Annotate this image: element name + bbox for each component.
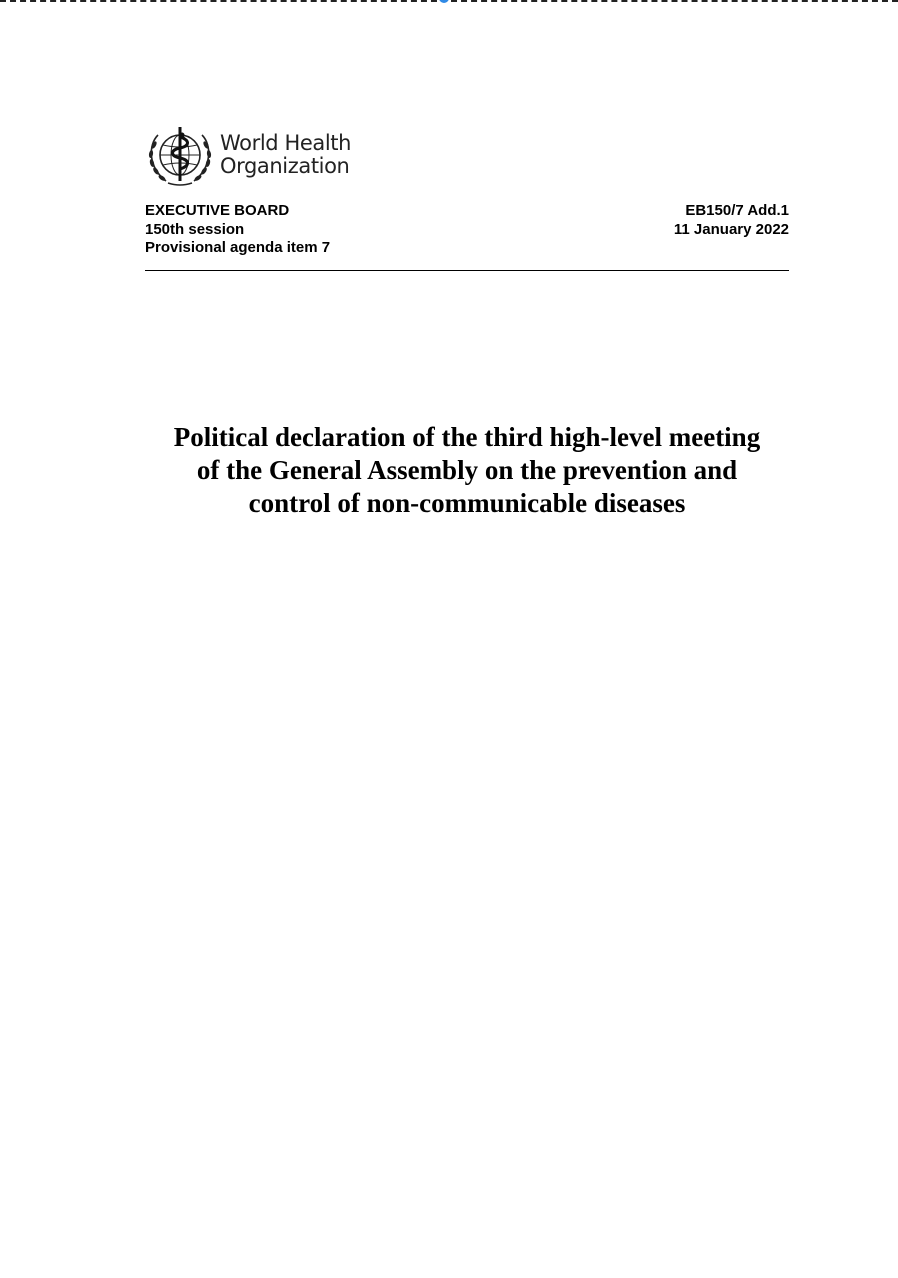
- session-label: 150th session: [145, 220, 245, 238]
- who-wordmark: [220, 132, 351, 178]
- logo-line-1: World Health: [220, 131, 352, 155]
- agenda-item: Provisional agenda item 7: [145, 239, 331, 256]
- logo-line-2: Organization: [220, 154, 350, 178]
- header-rule: [145, 270, 789, 271]
- document-date: 11 January 2022: [673, 220, 789, 238]
- document-number: EB150/7 Add.1: [685, 202, 789, 219]
- page-break-marker: [439, 0, 449, 3]
- page-break-divider: [0, 0, 898, 2]
- who-logo: [144, 123, 351, 187]
- board-name: EXECUTIVE BOARD: [145, 202, 290, 219]
- title-line-3: control of non-communicable diseases: [248, 488, 686, 518]
- who-emblem-icon: [144, 123, 216, 187]
- header-right-block: [674, 202, 789, 239]
- document-title: [145, 421, 789, 520]
- title-line-1: Political declaration of the third high-level meeting: [173, 422, 761, 452]
- title-line-2: of the General Assembly on the prevention and: [196, 455, 738, 485]
- header-left-block: [145, 202, 330, 258]
